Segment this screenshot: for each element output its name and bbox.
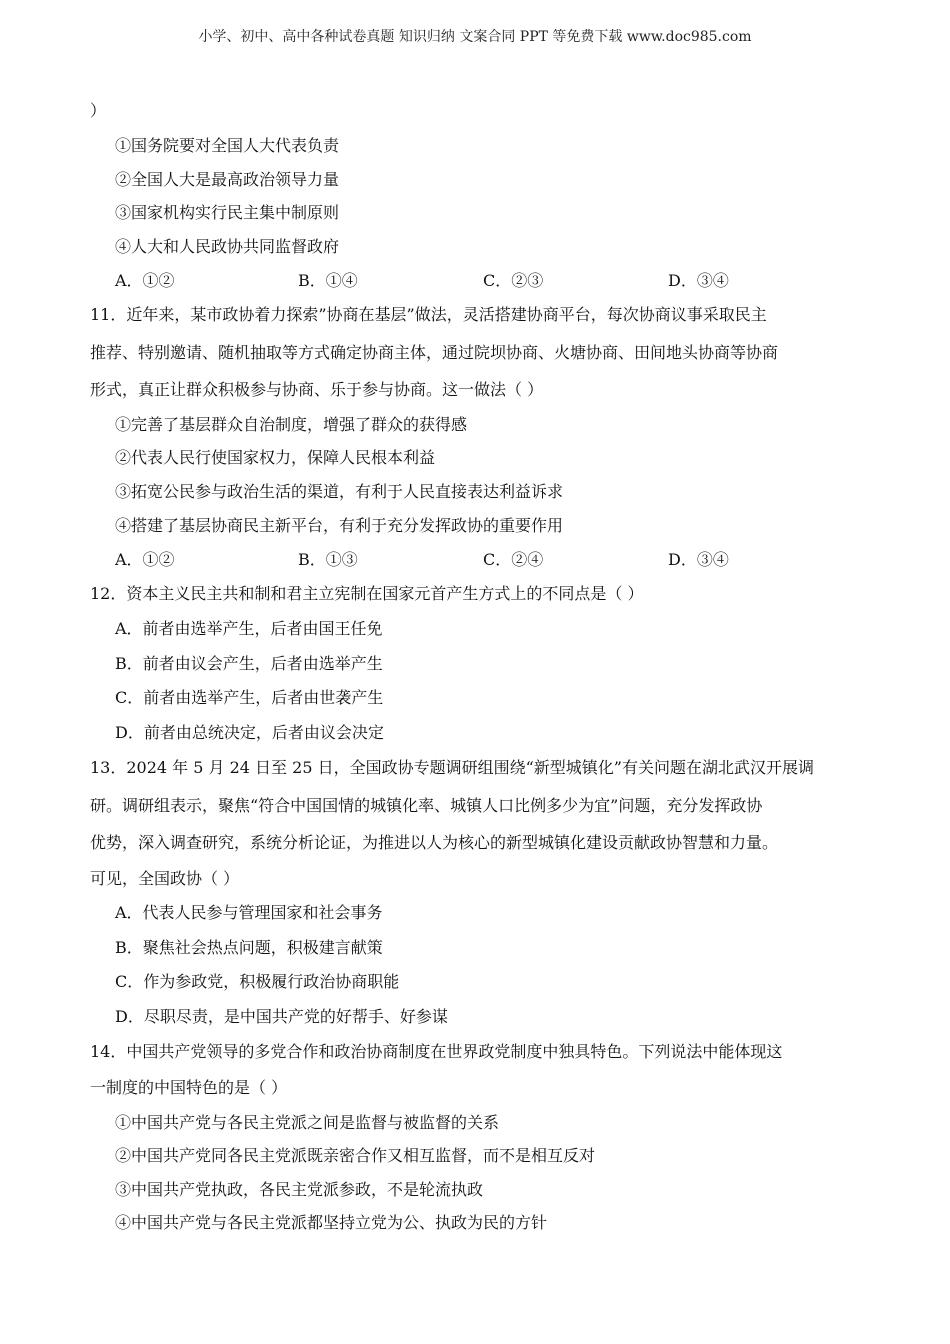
q10-statement-3: ③国家机构实行民主集中制原则 [115,203,340,222]
q10-statement-4: ④人大和人民政协共同监督政府 [115,237,340,256]
q13-option-c: C．作为参政党，积极履行政治协商职能 [115,972,400,991]
q12-option-d: D．前者由总统决定，后者由议会决定 [115,723,384,742]
q13-stem-line-3: 优势，深入调查研究，系统分析论证，为推进以人为核心的新型城镇化建设贡献政协智慧和力量。 [90,833,779,852]
q12-stem: 12．资本主义民主共和制和君主立宪制在国家元首产生方式上的不同点是（ ） [90,584,644,603]
q13-stem-line-1: 13．2024 年 5 月 24 日至 25 日，全国政协专题调研组围绕“新型城镇化”有关问题在湖北武汉开展调 [90,758,814,777]
q11-statement-1: ①完善了基层群众自治制度，增强了群众的获得感 [115,415,468,434]
q11-option-a: A．①② [115,550,175,569]
q14-stem-line-2: 一制度的中国特色的是（ ） [90,1078,288,1097]
q12-option-b: B．前者由议会产生，后者由选举产生 [115,654,383,673]
q10-continuation: ） [90,101,107,120]
q10-option-d: D．③④ [668,271,729,290]
q12-option-a: A．前者由选举产生，后者由国王任免 [115,619,383,638]
q11-stem-line-3: 形式，真正让群众积极参与协商、乐于参与协商。这一做法（ ） [90,380,544,399]
q10-option-c: C．②③ [483,271,544,290]
q14-statement-3: ③中国共产党执政，各民主党派参政，不是轮流执政 [115,1180,484,1199]
q11-stem-line-1: 11．近年来，某市政协着力探索”协商在基层”做法，灵活搭建协商平台，每次协商议事采取民主 [90,305,767,324]
q11-option-d: D．③④ [668,550,729,569]
q13-option-a: A．代表人民参与管理国家和社会事务 [115,903,383,922]
q10-statement-1: ①国务院要对全国人大代表负责 [115,136,340,155]
q14-statement-2: ②中国共产党同各民主党派既亲密合作又相互监督，而不是相互反对 [115,1146,596,1165]
q11-option-b: B．①③ [298,550,358,569]
q11-stem-line-2: 推荐、特别邀请、随机抽取等方式确定协商主体，通过院坝协商、火塘协商、田间地头协商等协商 [90,343,779,362]
q13-option-b: B．聚焦社会热点问题，积极建言献策 [115,938,383,957]
q14-statement-1: ①中国共产党与各民主党派之间是监督与被监督的关系 [115,1113,500,1132]
q11-statement-4: ④搭建了基层协商民主新平台，有利于充分发挥政协的重要作用 [115,516,564,535]
q13-stem-line-2: 研。调研组表示，聚焦“符合中国国情的城镇化率、城镇人口比例多少为宜”问题，充分发挥政协 [90,796,763,815]
q13-option-d: D．尽职尽责，是中国共产党的好帮手、好参谋 [115,1007,448,1026]
q11-statement-2: ②代表人民行使国家权力，保障人民根本利益 [115,448,436,467]
q10-option-b: B．①④ [298,271,358,290]
q11-statement-3: ③拓宽公民参与政治生活的渠道，有利于人民直接表达利益诉求 [115,482,564,501]
page-header: 小学、初中、高中各种试卷真题 知识归纳 文案合同 PPT 等免费下载 www.doc985.com [198,29,752,45]
q14-statement-4: ④中国共产党与各民主党派都坚持立党为公、执政为民的方针 [115,1213,548,1232]
q10-statement-2: ②全国人大是最高政治领导力量 [115,170,340,189]
q14-stem-line-1: 14．中国共产党领导的多党合作和政治协商制度在世界政党制度中独具特色。下列说法中能体现这 [90,1042,783,1061]
q13-stem-line-4: 可见，全国政协（ ） [90,869,240,888]
q11-option-c: C．②④ [483,550,544,569]
q12-option-c: C．前者由选举产生，后者由世袭产生 [115,688,384,707]
q10-option-a: A．①② [115,271,175,290]
